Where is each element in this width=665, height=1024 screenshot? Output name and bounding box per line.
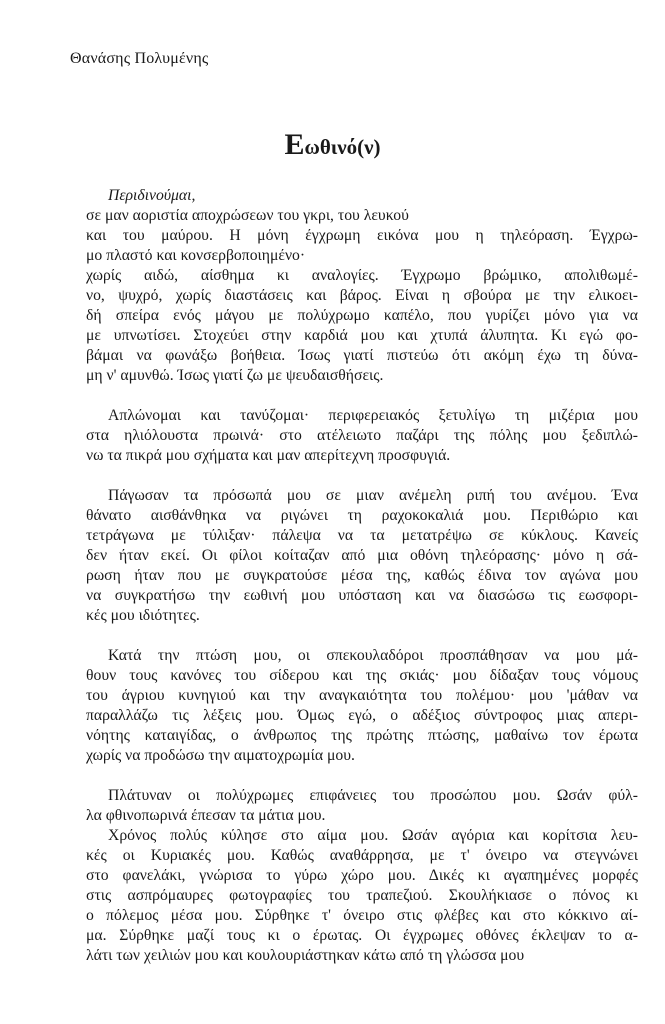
text-line: λα φθινοπωρινά έπεσαν τα μάτια μου.: [86, 807, 326, 824]
paragraph: [86, 406, 638, 466]
text-line: τετράγωνα με τύλιξαν· πάλεψα να τα μετατρέψω σε κύκλους. Κανείς: [86, 527, 638, 544]
text-line: να συγκρατήσω την εωθινή μου υπόσταση και να διασώσω τις εωσφορι-: [86, 587, 638, 604]
text-line: του άγριου κυνηγιού και την αναγκαιότητα του πολέμου· μου 'μάθαν να: [86, 687, 638, 704]
paragraph: [86, 786, 638, 826]
text-line: ρωση ήταν που με συγκρατούσε μέσα της, καθώς έδινα τον αγώνα μου: [86, 567, 638, 584]
text-line: δεν ήταν εκεί. Οι φίλοι κοίταζαν από μια οθόνη τηλεόρασης· μόνο η σά-: [86, 547, 638, 564]
text-line: δή σπείρα ενός μάγου με πολύχρωμο καπέλο, που γυρίζει μόνο για να: [86, 307, 638, 324]
text-line: στα ηλιόλουστα πρωινά· στο ατέλειωτο παζάρι της πόλης μου ξεδιπλώ-: [86, 427, 638, 444]
text-line: Πλάτυναν οι πολύχρωμες επιφάνειες του προσώπου μου. Ωσάν φύλ-: [108, 787, 638, 804]
paragraph: [86, 486, 638, 626]
text-line: Απλώνομαι και τανύζομαι· περιφερειακός ξετυλίγω τη μιζέρια μου: [108, 407, 638, 424]
paragraph: [86, 186, 638, 386]
text-line: νο, ψυχρό, χωρίς διαστάσεις και βάρος. Είναι η σβούρα με την ελικοει-: [86, 287, 638, 304]
text-line: μο πλαστό και κονσερβοποιημένο·: [86, 247, 306, 264]
poem-title: [0, 128, 665, 162]
text-line: κές μου ιδιότητες.: [86, 607, 200, 624]
text-line: θουν τους κανόνες του σίδερου και της σκιάς· μου δίδαξαν τους νόμους: [86, 667, 638, 684]
text-line: νόητης καταιγίδας, ο άνθρωπος της πρώτης πτώσης, μαθαίνω τον έρωτα: [86, 727, 638, 744]
text-line: Κατά την πτώση μου, οι σπεκουλαδόροι προσπάθησαν να μου μά-: [108, 647, 638, 664]
text-line: Χρόνος πολύς κύλησε στο αίμα μου. Ωσάν αγόρια και κορίτσια λευ-: [108, 827, 638, 844]
text-line: και του μαύρου. Η μόνη έγχρωμη εικόνα μου η τηλεόραση. Έγχρω-: [86, 227, 638, 244]
paragraph: [86, 646, 638, 766]
text-line: παραλλάζω τις λέξεις μου. Όμως εγώ, ο αδέξιος σύντροφος μιας απερι-: [86, 707, 638, 724]
title-initial: Ε: [284, 128, 305, 161]
text-line: στο φανελάκι, γνώρισα το γύρω χώρο μου. Δικές κι αγαπημένες μορφές: [86, 867, 638, 884]
text-line: ο πόλεμος μέσα μου. Σύρθηκε τ' όνειρο στις φλέβες και στο κόκκινο αί-: [86, 907, 638, 924]
text-line: λάτι των χειλιών μου και κουλουριάστηκαν κάτω από τη γλώσσα μου: [86, 947, 525, 964]
text-line: νω τα πικρά μου σχήματα και μαν απερίτεχνη προσφυγιά.: [86, 447, 451, 464]
text-line: μη ν' αμυνθώ. Ίσως γιατί ζω με ψευδαισθήσεις.: [86, 367, 384, 384]
text-line: Πάγωσαν τα πρόσωπά μου σε μιαν ανέμελη ριπή του ανέμου. Ένα: [108, 487, 638, 504]
text-line: στις ασπρόμαυρες φωτογραφίες του τραπεζιού. Σκουλήκιασε ο πόνος κι: [86, 887, 638, 904]
text-line: με υπνωτίσει. Στοχεύει στην καρδιά μου και χτυπά άλυπητα. Κι εγώ φο-: [86, 327, 638, 344]
text-line: Περιδινούμαι,: [108, 187, 196, 204]
text-line: θάνατο αισθάνθηκα να ριγώνει τη ραχοκοκαλιά μου. Περιθώριο και: [86, 507, 638, 524]
author-name: Θανάσης Πολυμένης: [70, 50, 209, 67]
title-rest: ωθινό(ν): [304, 135, 381, 159]
text-line: βάμαι να φωνάξω βοήθεια. Ίσως γιατί πιστεύω ότι ακόμη έχω τη δύνα-: [86, 347, 638, 364]
paragraph: [86, 826, 638, 966]
text-line: σε μαν αοριστία αποχρώσεων του γκρι, του λευκού: [86, 207, 409, 224]
text-line: κές οι Κυριακές μου. Καθώς αναθάρρησα, με τ' όνειρο να στεγνώνει: [86, 847, 638, 864]
poem-body: [86, 186, 638, 986]
text-line: χωρίς αιδώ, αίσθημα κι αναλογίες. Έγχρωμο βρώμικο, απολιθωμέ-: [86, 267, 638, 284]
text-line: μα. Σύρθηκε μαζί τους κι ο έρωτας. Οι έγχρωμες οθόνες έκλεψαν το α-: [86, 927, 638, 944]
text-line: χωρίς να προδώσω την αιματοχρωμία μου.: [86, 747, 355, 764]
